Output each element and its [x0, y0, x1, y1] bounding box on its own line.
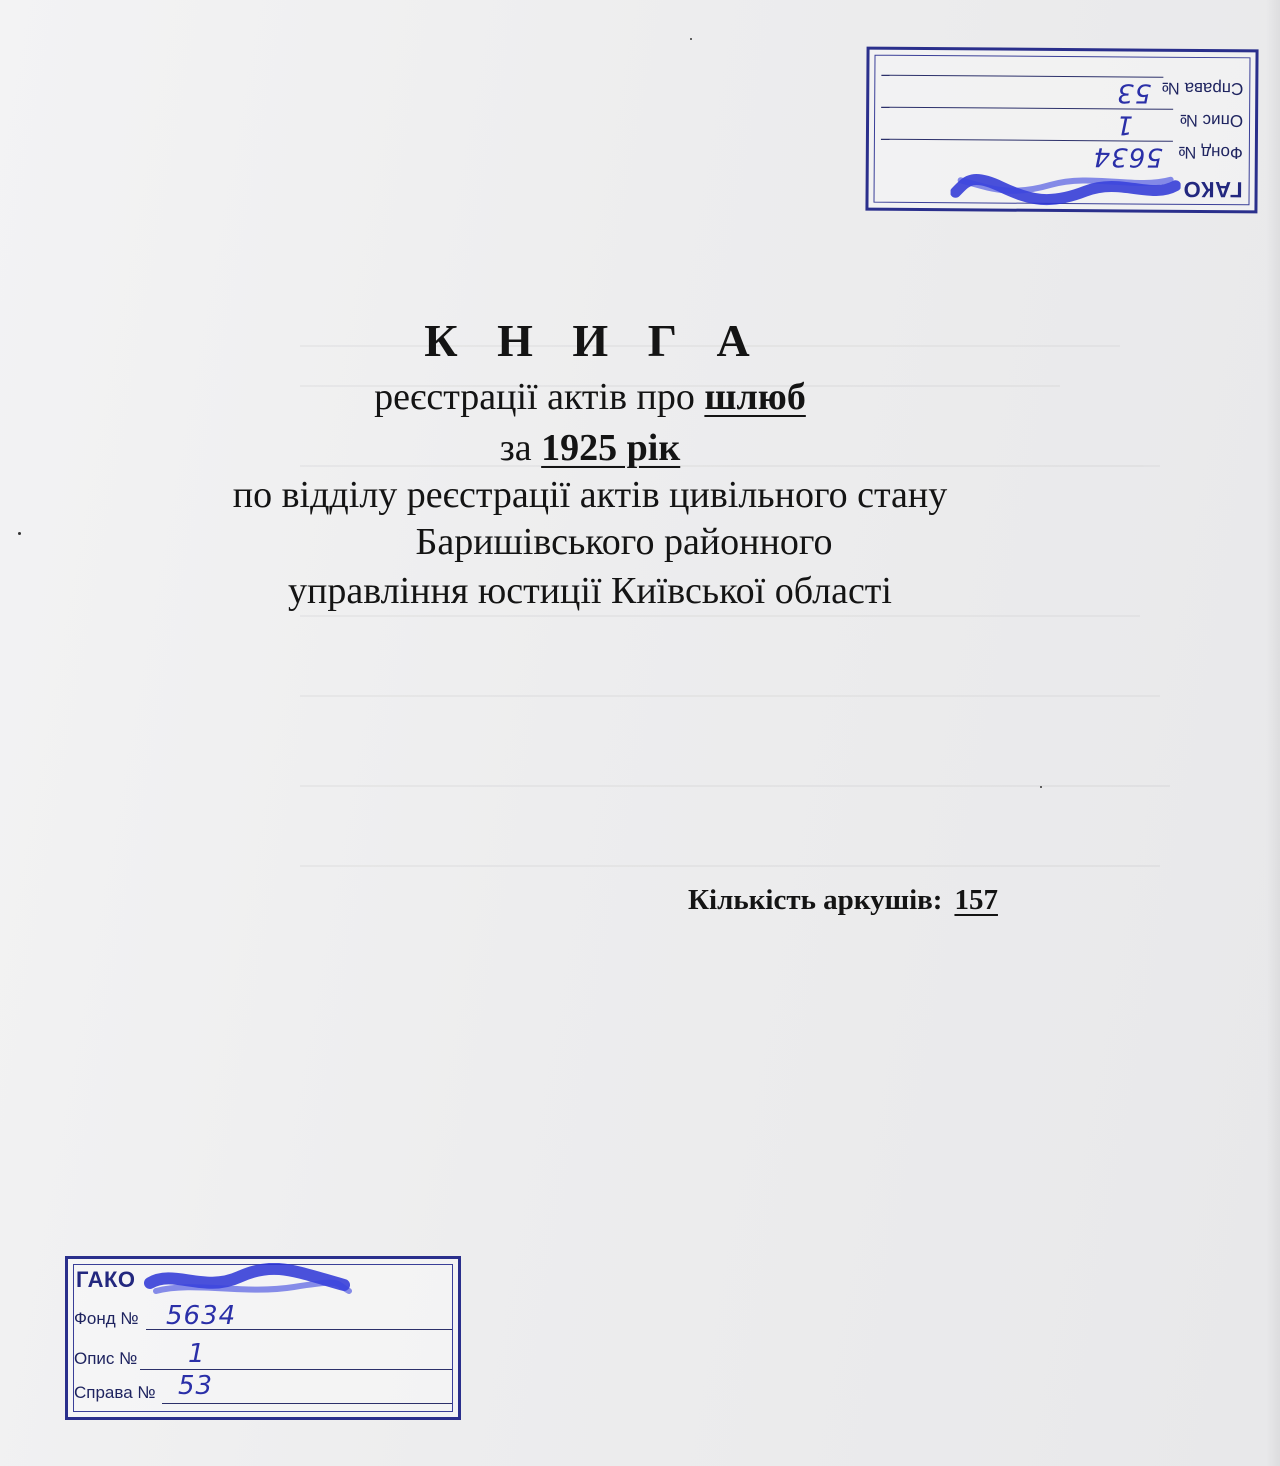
year-prefix: за: [499, 427, 542, 469]
stamp-fond-label: Фонд №: [74, 1309, 139, 1328]
title-line-department: по відділу реєстрації актів цивільного стану: [232, 474, 948, 516]
stamp-org: ГАКО: [1182, 176, 1243, 203]
stamp-opys-handwritten: 1: [188, 1339, 206, 1369]
stamp-fond-handwritten: 5634: [1092, 141, 1163, 172]
paper-speck: [18, 532, 21, 535]
page-edge-shadow: [1266, 0, 1280, 1466]
stamp-opys-handwritten: 1: [1115, 109, 1134, 140]
stamp-opys-label: Опис №: [1179, 110, 1244, 131]
stamp-sprava-label: Справа №: [1161, 78, 1244, 99]
stamp-fond-handwritten: 5634: [166, 1301, 237, 1331]
sheets-count-label: Кількість аркушів:: [688, 884, 943, 916]
sheets-count: [688, 884, 998, 917]
stamp-redaction-scribble: [144, 1263, 354, 1303]
archive-stamp-bottom: [65, 1256, 461, 1420]
paper-speck: [690, 38, 692, 40]
cover-title-block: [0, 310, 1180, 617]
title-line-district: Баришівського районного: [415, 521, 833, 563]
stamp-sprava-handwritten: 53: [1116, 77, 1152, 108]
title-line-record-type: [0, 372, 1180, 423]
stamp-fond-label: Фонд №: [1178, 142, 1243, 163]
stamp-redaction-scribble: [950, 166, 1180, 208]
book-title: К Н И Г А: [424, 315, 764, 366]
year-value: 1925 рік: [541, 427, 681, 469]
stamp-opys-line: [140, 1369, 452, 1370]
sheets-count-value: 157: [954, 884, 998, 916]
title-line-administration: управління юстиції Київської області: [288, 570, 892, 612]
archive-stamp-top: [865, 47, 1258, 214]
paper-speck: [1040, 786, 1042, 788]
record-type-prefix: реєстрації актів про: [374, 376, 705, 418]
stamp-sprava-line: [162, 1403, 452, 1404]
title-line-year: [0, 423, 1180, 474]
stamp-opys-label: Опис №: [74, 1349, 138, 1368]
stamp-sprava-label: Справа №: [74, 1383, 156, 1402]
stamp-sprava-handwritten: 53: [178, 1371, 214, 1401]
stamp-org: ГАКО: [76, 1267, 136, 1292]
record-type-value: шлюб: [704, 376, 806, 418]
